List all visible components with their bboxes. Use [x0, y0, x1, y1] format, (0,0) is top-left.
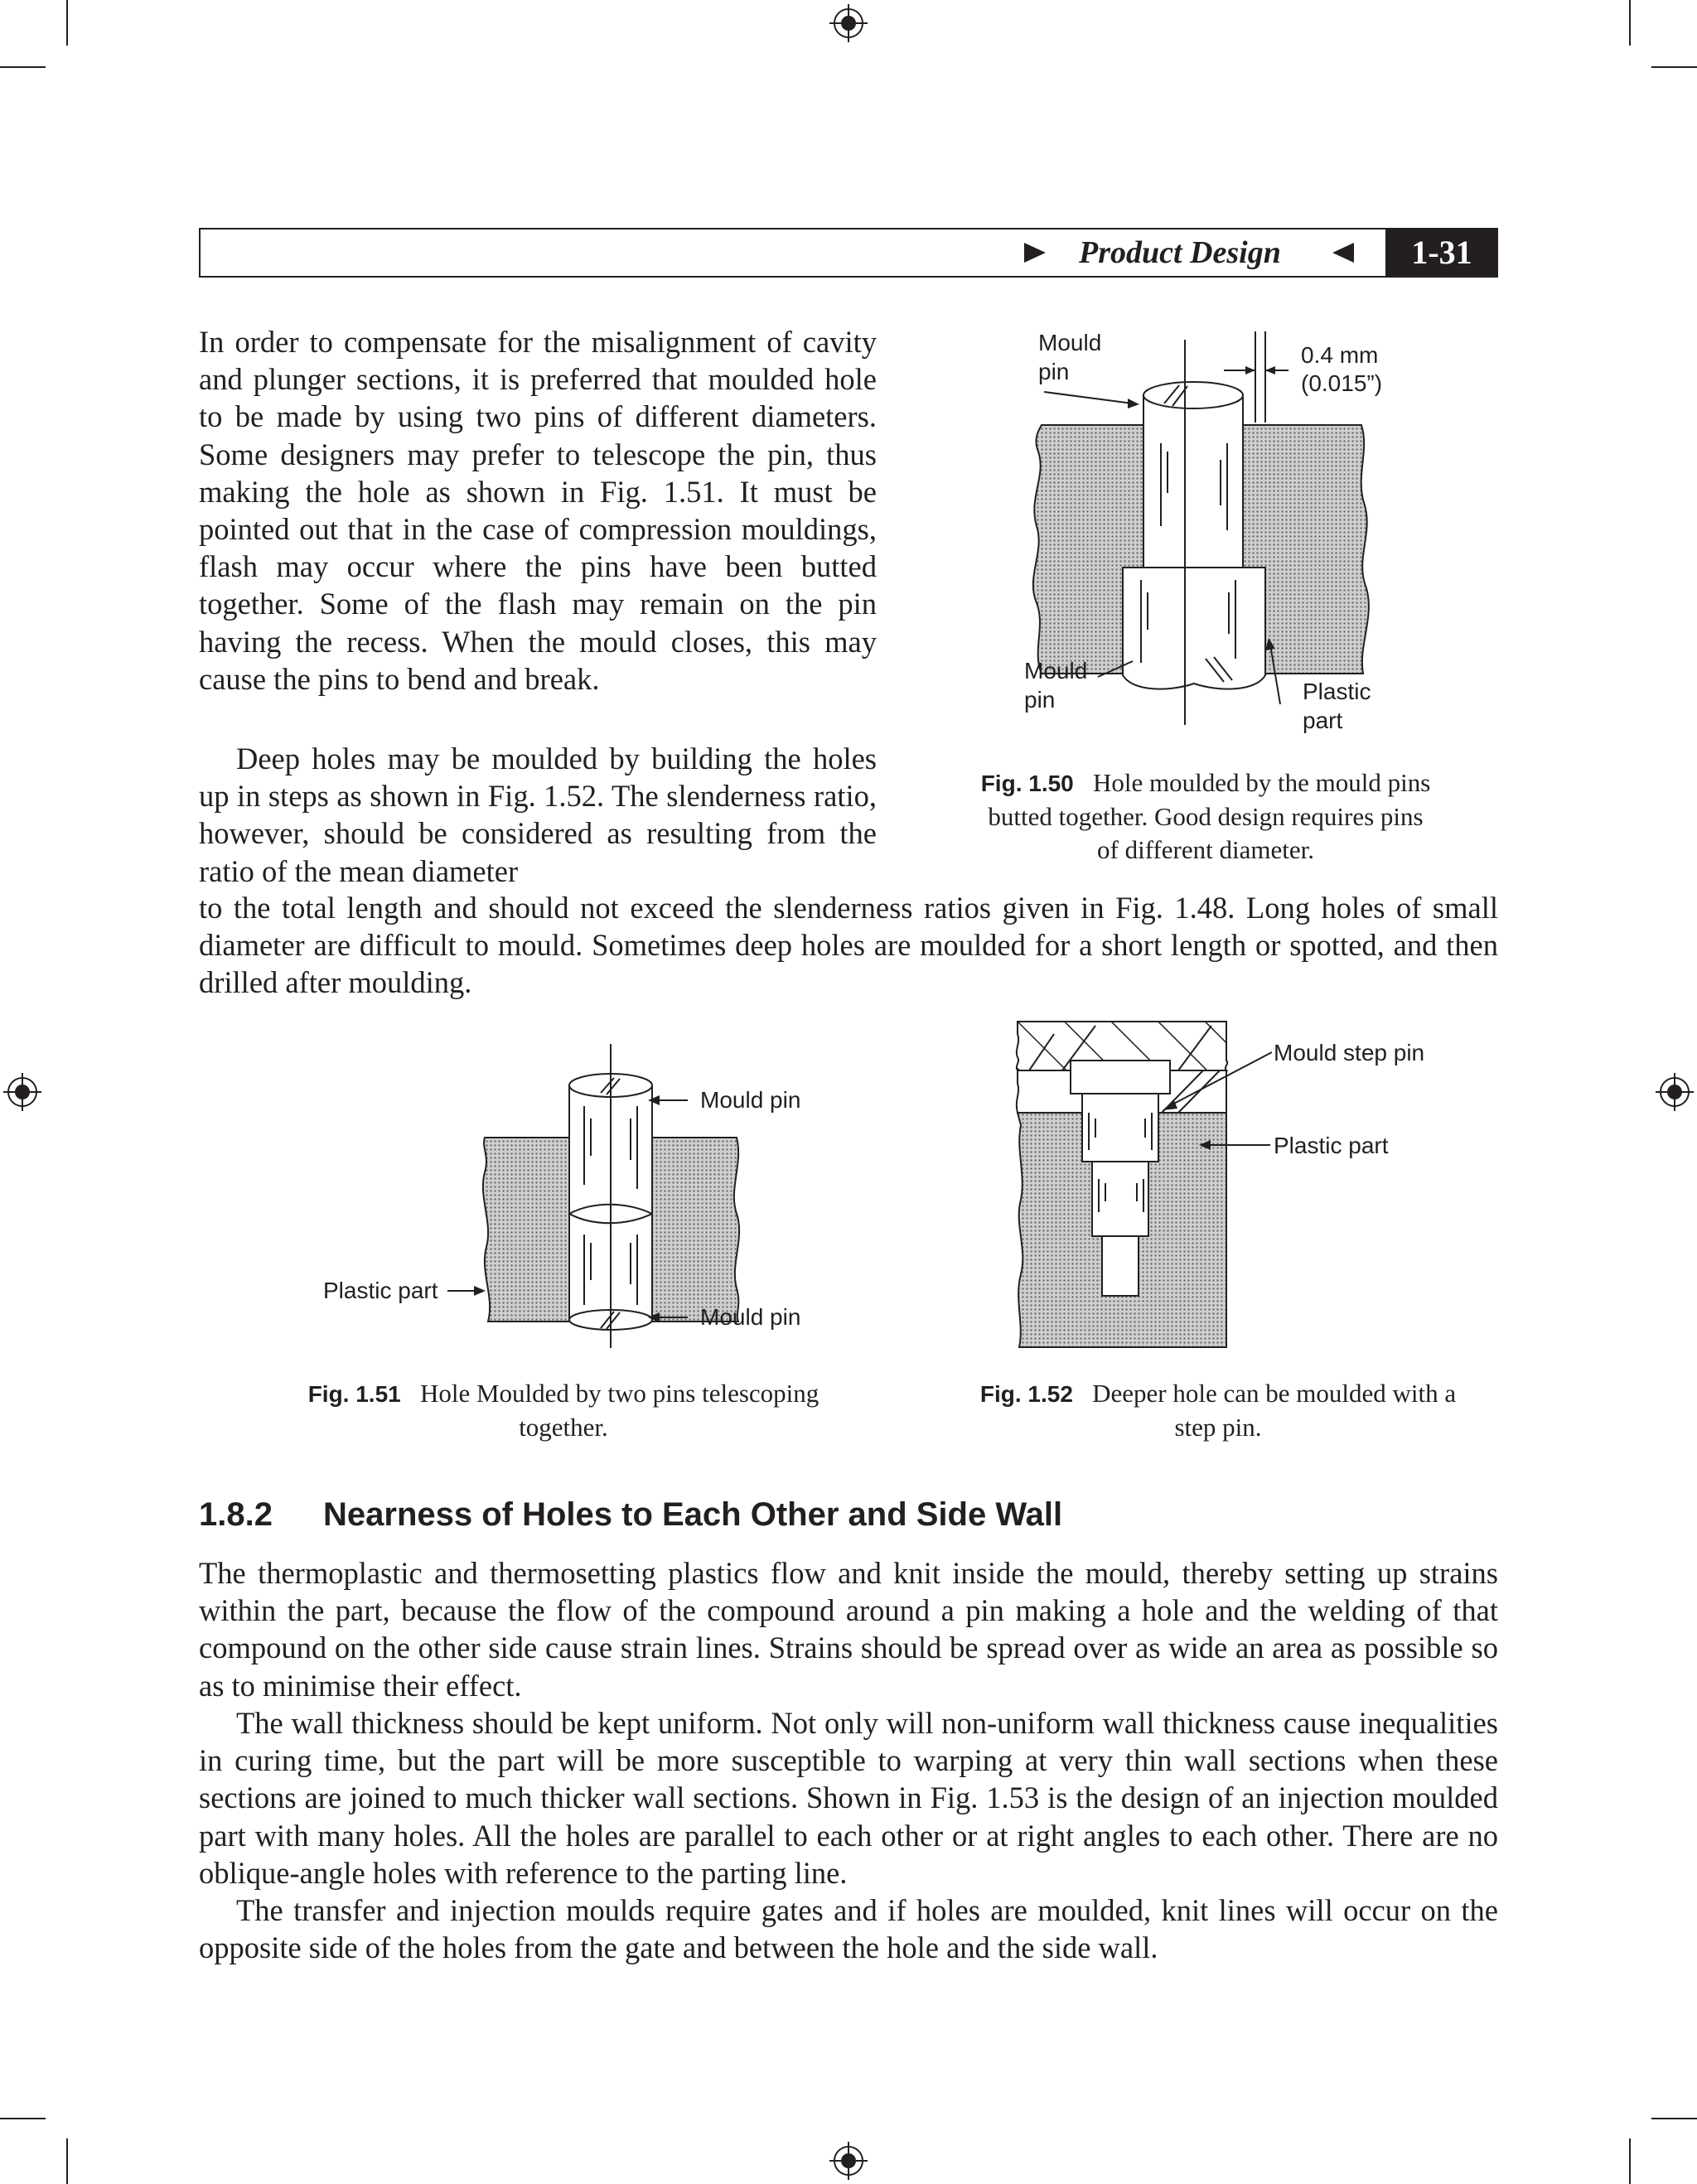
paragraph: In order to compensate for the misalignment of cavity and plunger sections, it is preferred that moulded hole to be made by using two pins of different diameters. Some designers may prefer to telescope the pin, thus making the hole as shown in Fig. 1.51. It must be pointed out that in the case of compression mouldings, flash may occur where the pins have been butted together. Some of the flash may remain on the pin having the recess. When the mould closes, this may cause the pins to bend and break. — [199, 325, 877, 696]
fig-1-50-label: Mould — [1038, 330, 1102, 355]
caption-text: step pin. — [1174, 1413, 1262, 1442]
triangle-right-icon — [1024, 243, 1046, 263]
crop-mark — [66, 0, 68, 46]
registration-mark-icon — [829, 2142, 868, 2180]
crop-mark — [1629, 0, 1631, 46]
fig-1-50-label: part — [1303, 708, 1343, 733]
paragraph: The transfer and injection moulds require gates and if holes are moulded, knit lines will occur on the opposite side of the holes from the gate and between the hole and the side wall. — [199, 1893, 1498, 1965]
running-header — [199, 228, 1498, 278]
fig-1-52-label: Mould step pin — [1274, 1040, 1425, 1065]
paragraph: Deep holes may be moulded by building the holes up in steps as shown in Fig. 1.52. The slenderness ratio, however, should be considered as resulting from the ratio of the mean diameter — [199, 742, 877, 888]
fig-1-50-label: pin — [1024, 687, 1056, 713]
section-number: 1.8.2 — [199, 1496, 273, 1533]
crop-mark — [1651, 66, 1697, 68]
paragraph: The wall thickness should be kept uniform. Not only will non-uniform wall thickness cause inequalities in curing time, but the part will be more susceptible to warping at very thin wall sections when these sections are joined to much thicker wall sections. Shown in Fig. 1.53 is the design of an injection moulded part with many holes. All the holes are parallel to each other or at right angles to each other. There are no oblique-angle holes with reference to the parting line. — [199, 1706, 1498, 1890]
caption-text: Hole Moulded by two pins telescoping — [419, 1379, 819, 1408]
paragraph: The thermoplastic and thermosetting plastics flow and knit inside the mould, thereby setting up strains within the part, because the flow of the compound around a pin making a hole and the welding of that compound on the other side cause strain lines. Strains should be spread over as wide an area as possible so as to minimise their effect. — [199, 1556, 1498, 1703]
figure-1-51-leaders — [447, 1077, 696, 1342]
crop-mark — [0, 2118, 46, 2119]
paragraph: to the total length and should not exceed the slenderness ratios given in Fig. 1.48. Long holes of small diameter are difficult to mould. Sometimes deep holes are moulded for a short length or spotted, and then drilled after moulding. — [199, 891, 1498, 1000]
running-title: Product Design — [1079, 235, 1281, 270]
fig-1-50-label: Mould — [1024, 658, 1088, 684]
figure-caption — [936, 1377, 1500, 1444]
fig-1-52-label: Plastic part — [1274, 1133, 1389, 1158]
crop-mark — [1629, 2138, 1631, 2184]
caption-text: Hole moulded by the mould pins — [1093, 768, 1431, 797]
registration-mark-icon — [829, 4, 868, 42]
page-number: 1-31 — [1385, 228, 1498, 278]
caption-text: Deeper hole can be moulded with a — [1092, 1379, 1457, 1408]
caption-text: together. — [519, 1413, 608, 1442]
caption-label: Fig. 1.51 — [307, 1381, 401, 1407]
triangle-left-icon — [1332, 243, 1354, 263]
fig-1-51-label: Mould pin — [700, 1304, 801, 1330]
registration-mark-icon — [1656, 1073, 1694, 1111]
section-heading — [199, 1491, 1062, 1538]
fig-1-50-dimension-label: 0.4 mm — [1301, 342, 1379, 368]
crop-mark — [1651, 2118, 1697, 2119]
caption-label: Fig. 1.50 — [980, 771, 1074, 796]
registration-mark-icon — [3, 1073, 41, 1111]
figure-caption — [911, 766, 1500, 867]
caption-text: butted together. Good design requires pins — [988, 802, 1424, 831]
caption-label: Fig. 1.52 — [979, 1381, 1073, 1407]
crop-mark — [0, 66, 46, 68]
fig-1-51-label: Mould pin — [700, 1087, 801, 1113]
section-title: Nearness of Holes to Each Other and Side Wall — [323, 1496, 1063, 1533]
figure-caption — [249, 1377, 878, 1444]
caption-text: of different diameter. — [1097, 835, 1314, 864]
fig-1-50-dimension-label: (0.015”) — [1301, 370, 1383, 396]
figure-1-52-leaders — [1156, 1036, 1272, 1160]
crop-mark — [66, 2138, 68, 2184]
fig-1-50-label: Plastic — [1303, 679, 1371, 704]
fig-1-50-label: pin — [1038, 359, 1070, 384]
fig-1-51-label: Plastic part — [323, 1278, 438, 1303]
